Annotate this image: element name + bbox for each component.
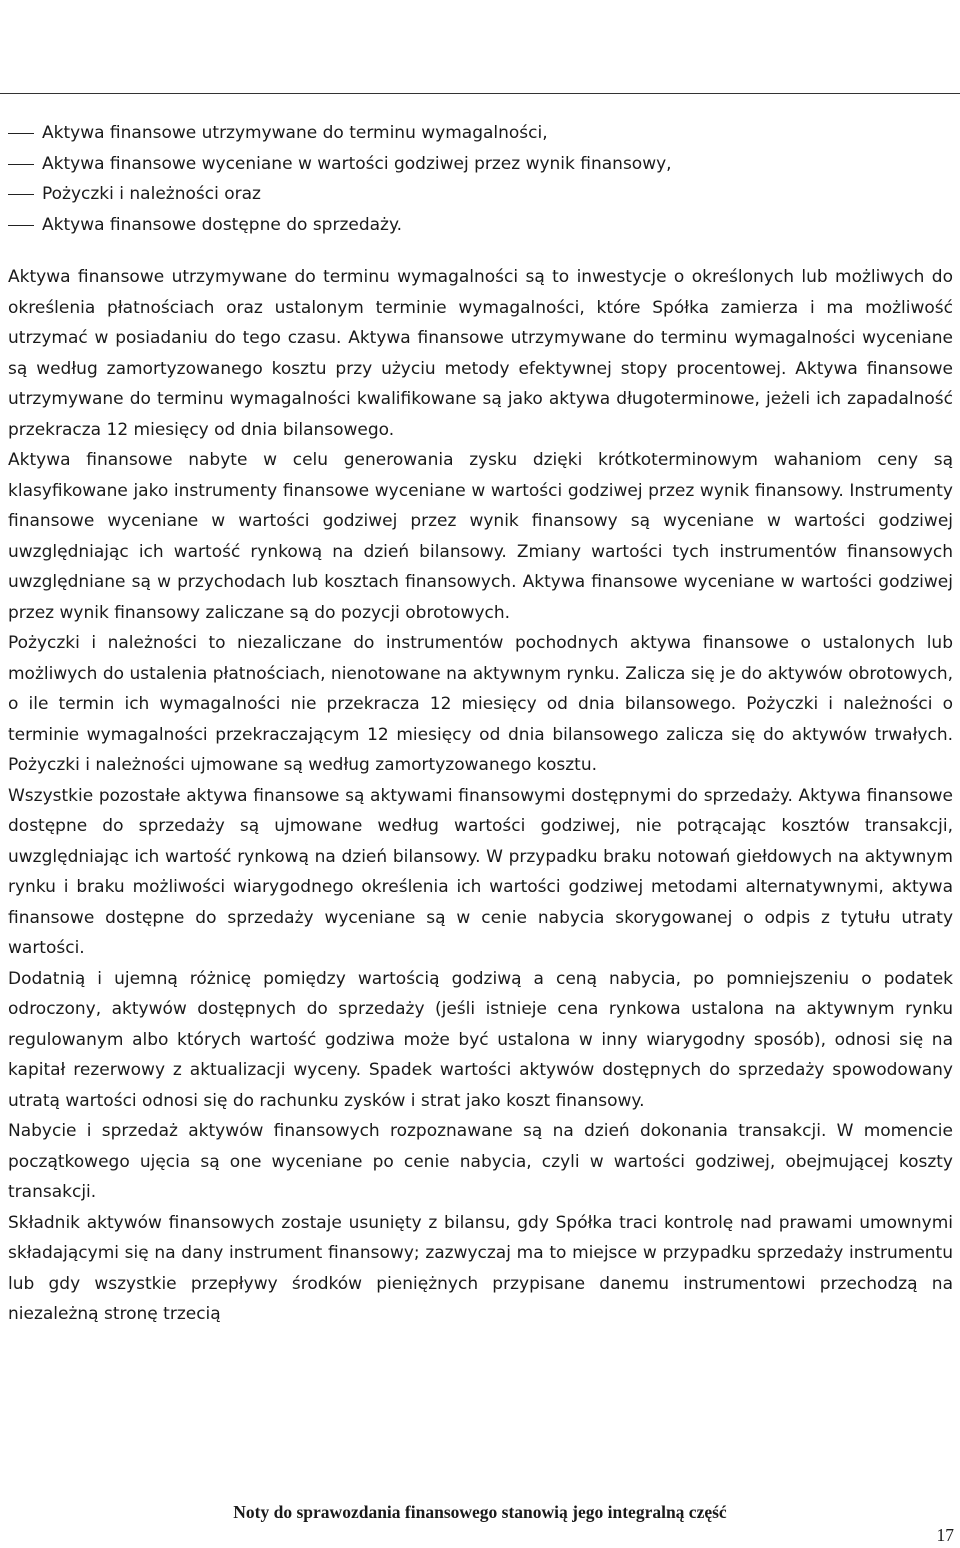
paragraph-revaluation: Dodatnią i ujemną różnicę pomiędzy wartością godziwą a ceną nabycia, po pomniejszeniu o podatek odroczony, aktywów dostępnych do sprzedaży (jeśli istnieje cena rynkowa ustalona na aktywnym rynku regulowanym albo których wartość godziwa może być ustalona w inny wiarygodny sposób), odnosi się na kapitał rezerwowy z aktualizacji wyceny. Spadek wartości aktywów dostępnych do sprzedaży spowodowany utratą wartości odnosi się do rachunku zysków i strat jako koszt finansowy. xyxy=(8,968,953,1111)
footer-note: Noty do sprawozdania finansowego stanowią jego integralną część xyxy=(233,1502,727,1522)
paragraph-fair-value: Aktywa finansowe nabyte w celu generowania zysku dzięki krótkoterminowym wahaniom ceny są klasyfikowane jako instrumenty finansowe wyceniane w wartości godziwej przez wynik finansowy. Instrumenty finansowe wyceniane w wartości godziwej przez wynik finansowy są wyceniane w wartości godziwej uwzględniając ich wartość rynkową na dzień bilansowy. Zmiany wartości tych instrumentów finansowych uwzględniane są w przychodach lub kosztach finansowych. Aktywa finansowe wyceniane w wartości godziwej przez wynik finansowy zaliczane są do pozycji obrotowych. xyxy=(8,450,953,623)
dash-bullet-icon xyxy=(8,194,34,195)
page-header xyxy=(0,0,960,91)
paragraph-available-for-sale: Wszystkie pozostałe aktywa finansowe są aktywami finansowymi dostępnymi do sprzedaży. Aktywa finansowe dostępne do sprzedaży są ujmowane według wartości godziwej, nie potrącając kosztów transakcji, uwzględniając ich wartość rynkową na dzień bilansowy. W przypadku braku notowań giełdowych na aktywnym rynku i braku możliwości wiarygodnego określenia ich wartości godziwej metodami alternatywnymi, aktywa finansowe dostępne do sprzedaży wyceniane są w cenie nabycia skorygowanej o odpis z tytułu utraty wartości. xyxy=(8,785,953,958)
page-number: 17 xyxy=(936,1525,954,1545)
section-title: Dodatkowe informacje i objaśnienia xyxy=(360,47,600,66)
company-name: POLNORD SA xyxy=(423,0,537,21)
paragraph-derecognition: Składnik aktywów finansowych zostaje usunięty z bilansu, gdy Spółka traci kontrolę nad prawami umownymi składającymi się na dany instrument finansowy; zazwyczaj ma to miejsce w przypadku sprzedaży instrumentu lub gdy wszystkie przepływy środków pieniężnych przypisane danemu instrumentowi przechodzą na niezależną stronę trzecią xyxy=(8,1212,953,1324)
header-rule xyxy=(0,93,960,94)
dash-bullet-icon xyxy=(8,133,34,134)
list-item: Aktywa finansowe utrzymywane do terminu wymagalności, xyxy=(8,118,953,149)
report-period: Sprawozdanie finansowe za okres od dnia 01.01.2007 do 31.12.2007 xyxy=(252,24,708,43)
paragraph-loans-receivables: Pożyczki i należności to niezaliczane do instrumentów pochodnych aktywa finansowe o ustalonych lub możliwych do ustalenia płatnościach, nienotowane na aktywnym rynku. Zalicza się je do aktywów obrotowych, o ile termin ich wymagalności nie przekracza 12 miesięcy od dnia bilansowego. Pożyczki i należności o terminie wymagalności przekraczającym 12 miesięcy od dnia bilansowego zalicza się do aktywów trwałych. Pożyczki i należności ujmowane są według zamortyzowanego kosztu. xyxy=(8,633,953,775)
dash-bullet-icon xyxy=(8,225,34,226)
asset-categories-list xyxy=(8,118,953,240)
dash-bullet-icon xyxy=(8,164,34,165)
paragraph-held-to-maturity: Aktywa finansowe utrzymywane do terminu wymagalności są to inwestycje o określonych lub możliwych do określenia płatnościach oraz ustalonym terminie wymagalności, które Spółka zamierza i ma możliwość utrzymać w posiadaniu do tego czasu. Aktywa finansowe utrzymywane do terminu wymagalności wyceniane są według zamortyzowanego kosztu przy użyciu metody efektywnej stopy procentowej. Aktywa finansowe utrzymywane do terminu wymagalności kwalifikowane są jako aktywa długoterminowe, jeżeli ich zapadalność przekracza 12 miesięcy od dnia bilansowego. xyxy=(8,267,953,440)
body-text xyxy=(8,262,953,1330)
list-item: Aktywa finansowe dostępne do sprzedaży. xyxy=(8,210,953,241)
list-item: Aktywa finansowe wyceniane w wartości godziwej przez wynik finansowy, xyxy=(8,149,953,180)
paragraph-recognition: Nabycie i sprzedaż aktywów finansowych rozpoznawane są na dzień dokonania transakcji. W momencie początkowego ujęcia są one wyceniane po cenie nabycia, czyli w wartości godziwej, obejmującej koszty transakcji. xyxy=(8,1121,953,1202)
units-note: (w tysiącach złotych) xyxy=(409,70,551,89)
list-item: Pożyczki i należności oraz xyxy=(8,179,953,210)
